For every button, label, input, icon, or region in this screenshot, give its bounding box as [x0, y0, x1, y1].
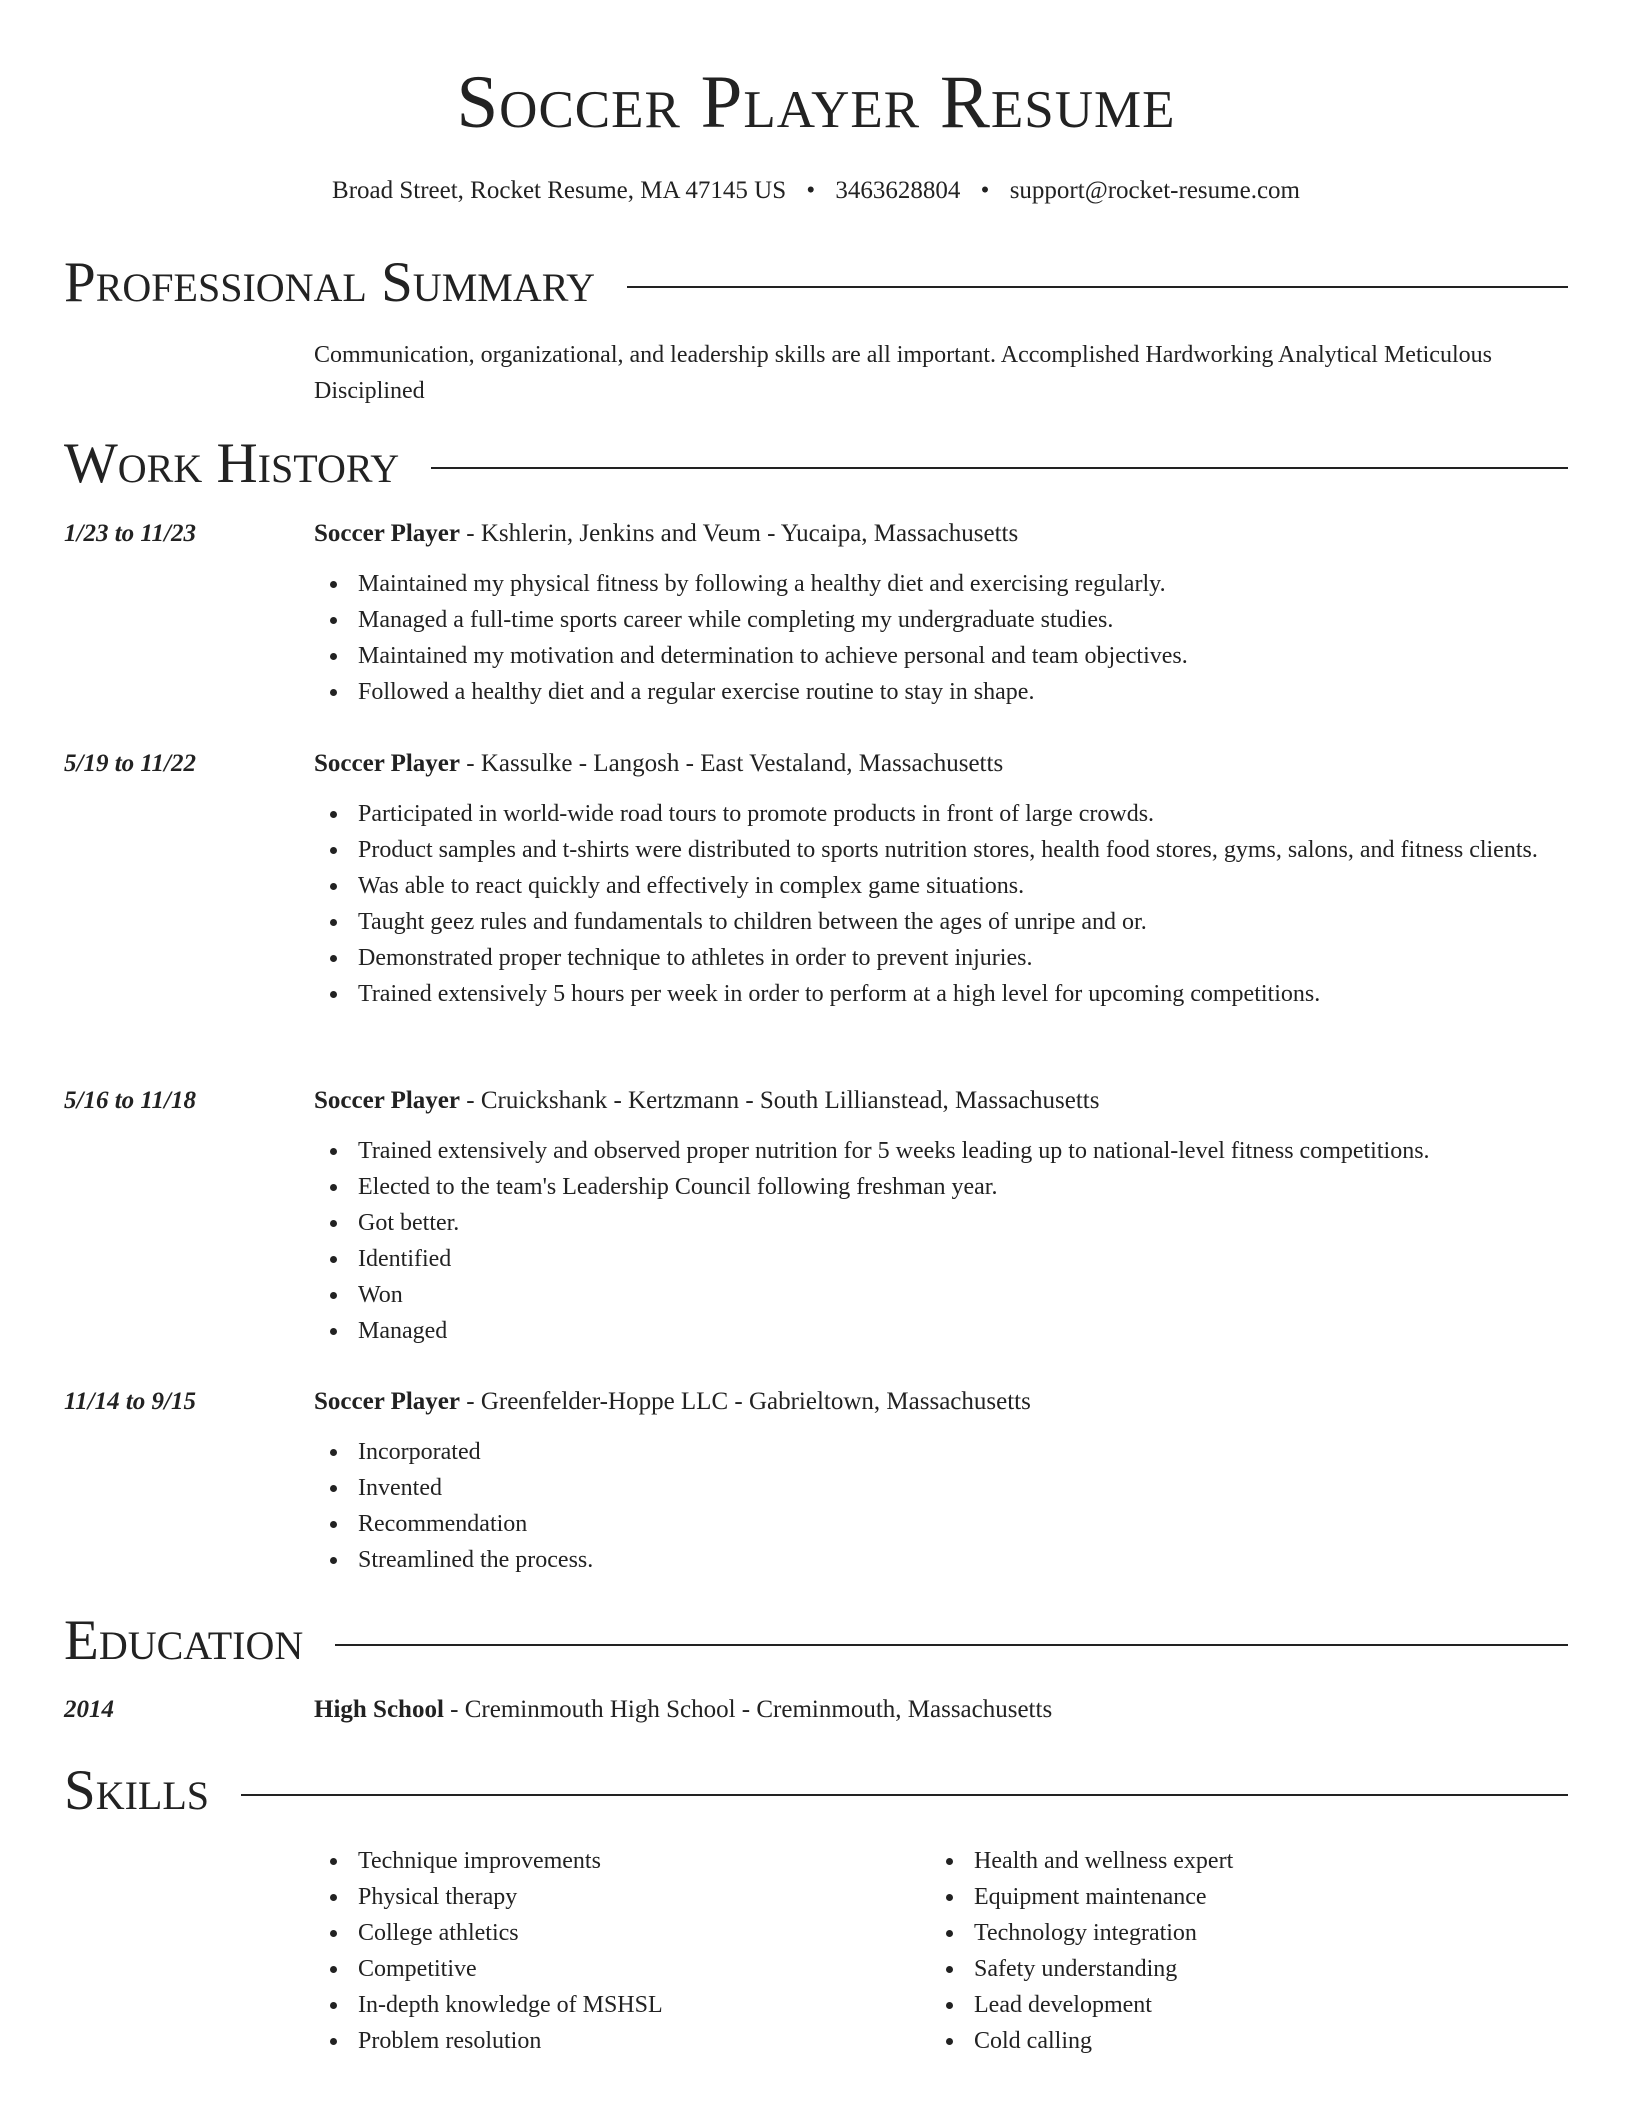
contact-phone: 3463628804 [835, 177, 961, 204]
job-bullet-list [314, 1434, 1568, 1578]
section-divider [431, 467, 1568, 469]
job-heading [314, 1384, 1568, 1420]
job-title: Soccer Player [314, 750, 460, 777]
summary-heading: Professional Summary [64, 251, 596, 314]
job-dates: 5/16 to 11/18 [64, 1087, 196, 1114]
job-bullet-list [314, 796, 1568, 1012]
work-heading: Work History [64, 432, 400, 495]
section-divider [241, 1794, 1568, 1796]
education-degree: High School [314, 1696, 444, 1723]
resume-title: Soccer Player Resume [456, 61, 1176, 144]
skill-item: Technique improvements [314, 1843, 930, 1879]
list-item: Trained extensively 5 hours per week in order to perform at a high level for upcoming competitions. [314, 976, 1568, 1012]
list-item: Managed [314, 1313, 1568, 1349]
education-school: - Creminmouth High School - Creminmouth, Massachusetts [450, 1696, 1053, 1723]
skill-item: Lead development [930, 1987, 1546, 2023]
section-divider [335, 1644, 1568, 1646]
list-item: Maintained my motivation and determination to achieve personal and team objectives. [314, 638, 1568, 674]
list-item: Incorporated [314, 1434, 1568, 1470]
job-title: Soccer Player [314, 1388, 460, 1415]
contact-separator: • [806, 177, 816, 204]
job-title: Soccer Player [314, 1087, 460, 1114]
job-bullet-list [314, 1133, 1568, 1349]
job-bullet-list [314, 566, 1568, 710]
education-year: 2014 [64, 1696, 114, 1723]
skill-item: Physical therapy [314, 1879, 930, 1915]
list-item: Trained extensively and observed proper nutrition for 5 weeks leading up to national-level fitness competitions. [314, 1133, 1568, 1169]
skill-item: Cold calling [930, 2023, 1546, 2059]
work-section-header [64, 431, 1568, 497]
list-item: Got better. [314, 1205, 1568, 1241]
list-item: Elected to the team's Leadership Council following freshman year. [314, 1169, 1568, 1205]
list-item: Invented [314, 1470, 1568, 1506]
list-item: Followed a healthy diet and a regular exercise routine to stay in shape. [314, 674, 1568, 710]
job-employer: - Cruickshank - Kertzmann - South Lillianstead, Massachusetts [466, 1087, 1100, 1114]
job-heading [314, 746, 1568, 782]
job-employer: - Kshlerin, Jenkins and Veum - Yucaipa, Massachusetts [466, 520, 1019, 547]
list-item: Identified [314, 1241, 1568, 1277]
skill-item: Competitive [314, 1951, 930, 1987]
job-employer: - Greenfelder-Hoppe LLC - Gabrieltown, Massachusetts [466, 1388, 1031, 1415]
list-item: Won [314, 1277, 1568, 1313]
section-divider [627, 286, 1568, 288]
contact-address: Broad Street, Rocket Resume, MA 47145 US [332, 177, 787, 204]
job-heading [314, 1083, 1568, 1119]
list-item: Streamlined the process. [314, 1542, 1568, 1578]
skills-section-header [64, 1758, 1568, 1824]
list-item: Participated in world-wide road tours to promote products in front of large crowds. [314, 796, 1568, 832]
list-item: Maintained my physical fitness by following a healthy diet and exercising regularly. [314, 566, 1568, 602]
skill-item: Safety understanding [930, 1951, 1546, 1987]
contact-email: support@rocket-resume.com [1009, 177, 1300, 204]
summary-section-header [64, 250, 1568, 316]
list-item: Product samples and t-shirts were distributed to sports nutrition stores, health food stores, gyms, salons, and fitness clients. [314, 832, 1568, 868]
job-title: Soccer Player [314, 520, 460, 547]
skills-list-right [930, 1843, 1546, 2059]
education-section-header [64, 1608, 1568, 1674]
list-item: Managed a full-time sports career while completing my undergraduate studies. [314, 602, 1568, 638]
skill-item: Problem resolution [314, 2023, 930, 2059]
education-heading-line [314, 1692, 1568, 1728]
job-employer: - Kassulke - Langosh - East Vestaland, Massachusetts [466, 750, 1004, 777]
contact-line [0, 174, 1632, 208]
list-item: Recommendation [314, 1506, 1568, 1542]
skill-item: College athletics [314, 1915, 930, 1951]
summary-text: Communication, organizational, and leadership skills are all important. Accomplished Hardworking Analytical Meticulous Disciplined [314, 342, 1492, 404]
list-item: Was able to react quickly and effectively in complex game situations. [314, 868, 1568, 904]
job-dates: 5/19 to 11/22 [64, 750, 196, 777]
skill-item: Health and wellness expert [930, 1843, 1546, 1879]
contact-separator: • [980, 177, 990, 204]
skill-item: Equipment maintenance [930, 1879, 1546, 1915]
list-item: Taught geez rules and fundamentals to children between the ages of unripe and or. [314, 904, 1568, 940]
job-heading [314, 516, 1568, 552]
job-dates: 11/14 to 9/15 [64, 1388, 196, 1415]
skills-heading: Skills [64, 1759, 210, 1822]
job-dates: 1/23 to 11/23 [64, 520, 196, 547]
skill-item: Technology integration [930, 1915, 1546, 1951]
list-item: Demonstrated proper technique to athletes in order to prevent injuries. [314, 940, 1568, 976]
skill-item: In-depth knowledge of MSHSL [314, 1987, 930, 2023]
skills-list-left [314, 1843, 930, 2059]
education-heading: Education [64, 1609, 304, 1672]
